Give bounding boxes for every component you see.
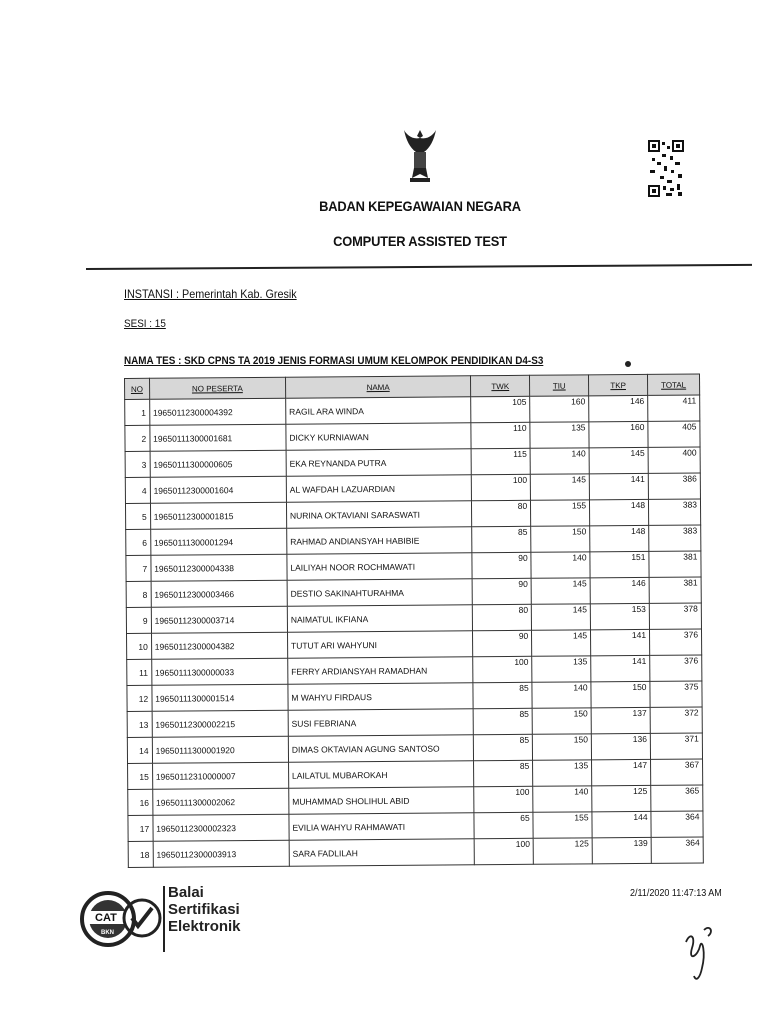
row-no: 13 xyxy=(127,711,152,737)
row-total: 378 xyxy=(649,603,701,629)
print-timestamp: 2/11/2020 11:47:13 AM xyxy=(630,888,722,899)
row-no: 14 xyxy=(127,737,152,763)
row-total: 383 xyxy=(649,525,701,551)
row-total: 367 xyxy=(651,759,703,785)
row-tiu: 160 xyxy=(530,396,589,422)
row-nama: MUHAMMAD SHOLIHUL ABID xyxy=(289,787,474,814)
row-tkp: 141 xyxy=(591,655,650,681)
row-no: 11 xyxy=(127,659,152,685)
row-tkp: 160 xyxy=(589,421,648,447)
row-no-peserta: 19650111300001920 xyxy=(152,736,288,763)
row-twk: 80 xyxy=(472,604,531,630)
row-nama: DICKY KURNIAWAN xyxy=(286,423,471,450)
row-twk: 100 xyxy=(473,656,532,682)
row-twk: 90 xyxy=(472,552,531,578)
balai-sertifikasi-text xyxy=(168,884,241,935)
row-tkp: 141 xyxy=(591,629,650,655)
row-tiu: 140 xyxy=(532,682,591,708)
row-total: 364 xyxy=(651,837,703,863)
row-tkp: 150 xyxy=(591,681,650,707)
row-tiu: 145 xyxy=(531,474,590,500)
row-no: 8 xyxy=(126,581,151,607)
row-no: 6 xyxy=(126,529,151,555)
header-no: NO xyxy=(125,378,150,399)
row-total: 375 xyxy=(650,681,702,707)
header-twk: TWK xyxy=(471,375,530,396)
row-twk: 100 xyxy=(474,786,533,812)
row-no-peserta: 19650111300001294 xyxy=(150,528,286,555)
row-no: 12 xyxy=(127,685,152,711)
header-tkp: TKP xyxy=(589,374,648,395)
bse-line-2: Sertifikasi xyxy=(168,901,240,918)
row-twk: 85 xyxy=(472,526,531,552)
row-twk: 85 xyxy=(473,708,532,734)
row-total: 372 xyxy=(650,707,702,733)
row-nama: SARA FADLILAH xyxy=(289,839,474,866)
row-tkp: 145 xyxy=(589,447,648,473)
row-total: 383 xyxy=(649,499,701,525)
sesi-label: SESI : 15 xyxy=(124,318,166,330)
row-twk: 100 xyxy=(471,474,530,500)
row-total: 405 xyxy=(648,421,700,447)
row-no: 7 xyxy=(126,555,151,581)
row-nama: SUSI FEBRIANA xyxy=(288,709,473,736)
row-tiu: 150 xyxy=(531,526,590,552)
row-no-peserta: 19650112300002323 xyxy=(153,814,289,841)
row-no-peserta: 19650112310000007 xyxy=(152,762,288,789)
table-row xyxy=(128,837,703,868)
row-twk: 110 xyxy=(471,422,530,448)
row-total: 371 xyxy=(650,733,702,759)
row-no: 18 xyxy=(128,841,153,867)
garuda-emblem-icon xyxy=(402,126,438,186)
row-tiu: 140 xyxy=(531,552,590,578)
row-nama: M WAHYU FIRDAUS xyxy=(288,683,473,710)
bse-line-3: Elektronik xyxy=(168,918,241,935)
row-no-peserta: 19650112300002215 xyxy=(152,710,288,737)
row-nama: AL WAFDAH LAZUARDIAN xyxy=(286,475,471,502)
row-no-peserta: 19650111300001681 xyxy=(150,424,286,451)
row-twk: 85 xyxy=(473,734,532,760)
row-total: 381 xyxy=(649,577,701,603)
row-nama: LAILIYAH NOOR ROCHMAWATI xyxy=(287,553,472,580)
header-no-peserta: NO PESERTA xyxy=(149,377,285,399)
bse-line-1: Balai xyxy=(168,884,204,901)
row-tiu: 140 xyxy=(533,786,592,812)
row-no-peserta: 19650112300004392 xyxy=(149,398,285,425)
bkn-logo-text: BKN xyxy=(101,930,114,936)
row-nama: RAGIL ARA WINDA xyxy=(286,397,471,424)
row-tiu: 140 xyxy=(530,448,589,474)
row-no-peserta: 19650112300001604 xyxy=(150,476,286,503)
header-tiu: TIU xyxy=(530,375,589,396)
row-nama: TUTUT ARI WAHYUNI xyxy=(287,631,472,658)
row-nama: NAIMATUL IKFIANA xyxy=(287,605,472,632)
row-no-peserta: 19650112300003714 xyxy=(151,606,287,633)
row-tkp: 148 xyxy=(590,525,649,551)
row-tkp: 139 xyxy=(592,837,651,863)
row-total: 411 xyxy=(648,395,700,421)
cat-logo-text: CAT xyxy=(95,912,117,924)
row-tkp: 137 xyxy=(591,707,650,733)
row-twk: 90 xyxy=(472,578,531,604)
row-total: 376 xyxy=(650,655,702,681)
row-twk: 100 xyxy=(474,838,533,864)
row-nama: DIMAS OKTAVIAN AGUNG SANTOSO xyxy=(288,735,473,762)
row-no: 17 xyxy=(128,815,153,841)
header-total: TOTAL xyxy=(648,374,700,395)
row-total: 376 xyxy=(650,629,702,655)
instansi-label: INSTANSI : Pemerintah Kab. Gresik xyxy=(124,287,297,301)
row-tiu: 135 xyxy=(533,760,592,786)
row-twk: 85 xyxy=(474,760,533,786)
row-nama: RAHMAD ANDIANSYAH HABIBIE xyxy=(287,527,472,554)
row-no: 1 xyxy=(125,399,150,425)
row-total: 381 xyxy=(649,551,701,577)
row-no-peserta: 19650111300002062 xyxy=(152,788,288,815)
header-nama: NAMA xyxy=(285,376,470,398)
test-title: COMPUTER ASSISTED TEST xyxy=(333,233,507,249)
row-no-peserta: 19650111300000033 xyxy=(151,658,287,685)
header-divider xyxy=(86,264,752,270)
row-no: 16 xyxy=(128,789,153,815)
row-twk: 65 xyxy=(474,812,533,838)
row-tkp: 148 xyxy=(590,499,649,525)
row-nama: NURINA OKTAVIANI SARASWATI xyxy=(286,501,471,528)
row-tiu: 135 xyxy=(530,422,589,448)
row-tiu: 145 xyxy=(532,630,591,656)
row-tiu: 145 xyxy=(531,578,590,604)
row-nama: FERRY ARDIANSYAH RAMADHAN xyxy=(288,657,473,684)
row-tiu: 125 xyxy=(533,838,592,864)
row-no: 2 xyxy=(125,425,150,451)
results-table xyxy=(124,373,704,868)
row-twk: 85 xyxy=(473,682,532,708)
row-no-peserta: 19650112300004382 xyxy=(151,632,287,659)
row-twk: 115 xyxy=(471,448,530,474)
row-tkp: 153 xyxy=(590,603,649,629)
row-nama: DESTIO SAKINAHTURAHMA xyxy=(287,579,472,606)
row-tkp: 141 xyxy=(589,473,648,499)
row-no-peserta: 19650112300004338 xyxy=(151,554,287,581)
row-twk: 105 xyxy=(471,396,530,422)
row-total: 386 xyxy=(648,473,700,499)
row-tiu: 135 xyxy=(532,656,591,682)
row-nama: EKA REYNANDA PUTRA xyxy=(286,449,471,476)
row-twk: 90 xyxy=(473,630,532,656)
row-nama: LAILATUL MUBAROKAH xyxy=(288,761,473,788)
row-no-peserta: 19650112300003913 xyxy=(153,840,289,867)
row-tkp: 146 xyxy=(590,577,649,603)
row-tiu: 150 xyxy=(532,708,591,734)
row-no: 9 xyxy=(126,607,151,633)
cat-bkn-logo xyxy=(80,880,166,958)
row-no: 3 xyxy=(125,451,150,477)
row-twk: 80 xyxy=(472,500,531,526)
row-no: 4 xyxy=(125,477,150,503)
row-tkp: 136 xyxy=(591,733,650,759)
nama-tes-label: NAMA TES : SKD CPNS TA 2019 JENIS FORMASI UMUM KELOMPOK PENDIDIKAN D4-S3 xyxy=(124,355,544,367)
ink-mark xyxy=(625,361,631,367)
row-tkp: 146 xyxy=(589,395,648,421)
row-total: 400 xyxy=(648,447,700,473)
org-title: BADAN KEPEGAWAIAN NEGARA xyxy=(319,198,521,214)
row-total: 365 xyxy=(651,785,703,811)
row-no-peserta: 19650112300001815 xyxy=(150,502,286,529)
row-tkp: 151 xyxy=(590,551,649,577)
row-no-peserta: 19650112300003466 xyxy=(151,580,287,607)
row-tiu: 155 xyxy=(533,812,592,838)
row-tiu: 145 xyxy=(532,604,591,630)
row-nama: EVILIA WAHYU RAHMAWATI xyxy=(289,813,474,840)
row-no: 10 xyxy=(127,633,152,659)
qr-code-icon xyxy=(648,140,684,198)
row-no-peserta: 19650111300000605 xyxy=(150,450,286,477)
row-total: 364 xyxy=(651,811,703,837)
row-no: 15 xyxy=(128,763,153,789)
row-tiu: 150 xyxy=(533,734,592,760)
row-tkp: 147 xyxy=(592,759,651,785)
row-tiu: 155 xyxy=(531,500,590,526)
row-tkp: 144 xyxy=(592,811,651,837)
row-no-peserta: 19650111300001514 xyxy=(152,684,288,711)
row-tkp: 125 xyxy=(592,785,651,811)
handwritten-signature xyxy=(680,922,724,986)
row-no: 5 xyxy=(125,503,150,529)
